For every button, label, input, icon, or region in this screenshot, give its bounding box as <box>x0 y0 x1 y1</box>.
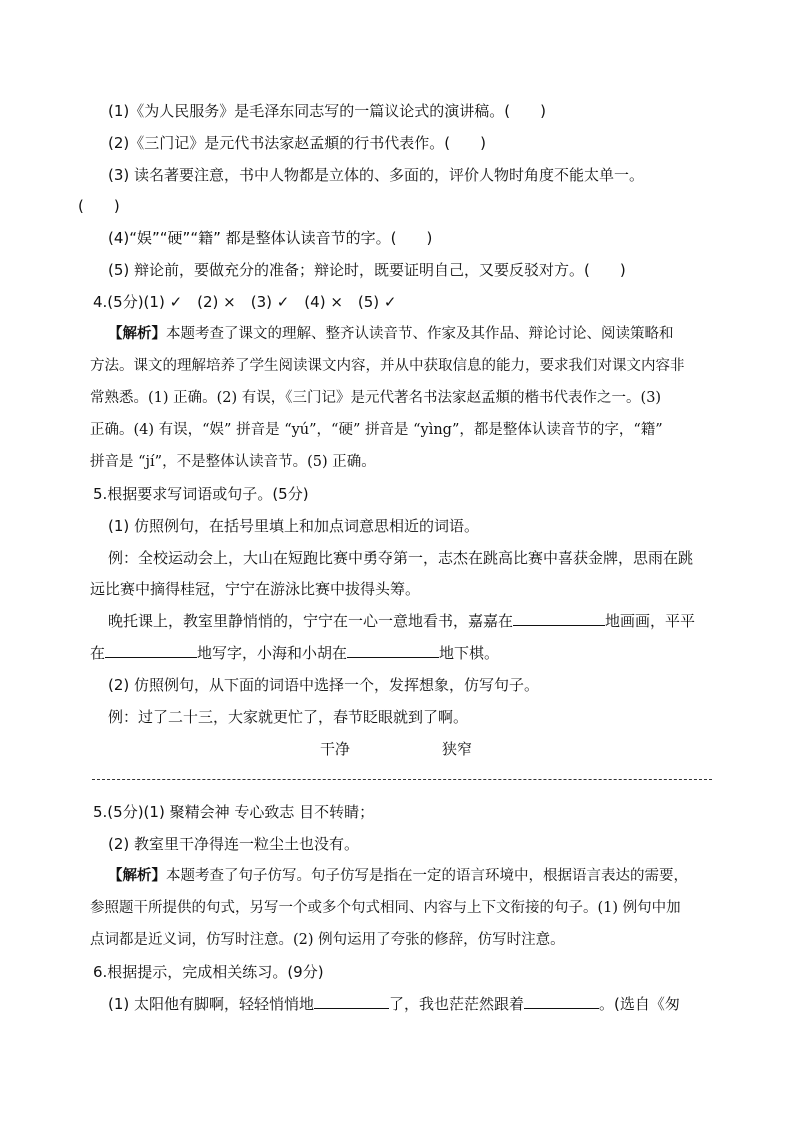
q4-analysis-text: 本题考查了课文的理解、整齐认读音节、作家及其作品、辩论讨论、阅读策略和 <box>166 326 674 342</box>
q5-sentence-1 <box>108 610 738 632</box>
word-option-2: 狭窄 <box>442 740 473 758</box>
q5-analysis-line-1 <box>108 865 738 887</box>
q4-analysis-line-5: 拼音是 “jí”，不是整体认读音节。(5) 正确。 <box>90 454 376 470</box>
analysis-tag: 【解析】 <box>108 867 166 884</box>
q5-sentence-1-tail: 地画画，平平 <box>605 612 696 630</box>
q5-part-2: (2) 仿照例句，从下面的词语中选择一个，发挥想象，仿写句子。 <box>108 676 540 694</box>
q5-answer: 5.(5分)(1) 聚精会神 专心致志 目不转睛； <box>93 803 375 821</box>
q3-item-1: (1)《为人民服务》是毛泽东同志写的一篇议论式的演讲稿。( ) <box>108 102 546 120</box>
q5-sentence-2 <box>90 642 720 664</box>
q5-analysis-line-3: 点词都是近义词，仿写时注意。(2) 例句运用了夸张的修辞，仿写时注意。 <box>90 932 565 948</box>
q4-analysis-line-1 <box>108 323 738 345</box>
q4-answer: 4.(5分)(1) ✓ (2) × (3) ✓ (4) × (5) ✓ <box>93 293 397 311</box>
q3-item-3: (3) 读名著要注意，书中人物都是立体的、多面的，评价人物时角度不能太单一。 <box>108 166 645 184</box>
q5-example-1b: 远比赛中摘得桂冠，宁宁在游泳比赛中拔得头筹。 <box>90 580 421 598</box>
q3-item-3-bracket: ( ) <box>78 197 120 215</box>
q5-sentence-2-end: 地下棋。 <box>439 644 500 662</box>
q5-sentence-1-text: 晚托课上，教室里静悄悄的，宁宁在一心一意地看书，嘉嘉在 <box>108 612 514 630</box>
q5-example-1a: 例：全校运动会上，大山在短跑比赛中勇夺第一，志杰在跳高比赛中喜获金牌，思雨在跳 <box>108 549 694 567</box>
q3-item-5: (5) 辩论前，要做充分的准备；辩论时，既要证明自己，又要反驳对方。( ) <box>108 261 626 279</box>
fill-blank-2[interactable] <box>105 643 197 658</box>
q4-analysis-line-3: 常熟悉。(1) 正确。(2) 有误，《三门记》是元代著名书法家赵孟頫的楷书代表作之一。(3) <box>90 390 662 406</box>
q5-part-1: (1) 仿照例句，在括号里填上和加点词意思相近的词语。 <box>108 517 480 535</box>
q5-sentence-2-mid: 地写字，小海和小胡在 <box>197 644 348 662</box>
word-option-1: 干净 <box>320 740 351 758</box>
fill-blank-3[interactable] <box>347 643 439 658</box>
fill-blank-1[interactable] <box>513 611 605 626</box>
fill-blank-4[interactable] <box>314 994 389 1009</box>
q5-sentence-2-start: 在 <box>90 644 106 662</box>
q5-analysis-line-2: 参照题干所提供的句式，另写一个或多个句式相同、内容与上下文衔接的句子。(1) 例句中加 <box>90 900 681 916</box>
q3-item-2: (2)《三门记》是元代书法家赵孟頫的行书代表作。( ) <box>108 134 486 152</box>
q5-title: 5.根据要求写词语或句子。(5分) <box>93 485 309 503</box>
q4-analysis-line-4: 正确。(4) 有误，“娱” 拼音是 “yú”，“硬” 拼音是 “yìng”，都是整体认读音节的字，“籍” <box>90 422 663 438</box>
q5-answer-2: (2) 教室里干净得连一粒尘土也没有。 <box>108 835 360 853</box>
q6-title: 6.根据提示，完成相关练习。(9分) <box>93 963 324 981</box>
analysis-tag: 【解析】 <box>108 325 166 342</box>
fill-blank-5[interactable] <box>524 994 599 1009</box>
q3-item-4: (4)“娱”“硬”“籍” 都是整体认读音节的字。( ) <box>108 229 433 247</box>
q5-analysis-text: 本题考查了句子仿写。句子仿写是指在一定的语言环境中，根据语言表达的需要， <box>166 868 688 884</box>
q6-line-1-text: (1) 太阳他有脚啊，轻轻悄悄地 <box>108 995 315 1013</box>
answer-line[interactable] <box>92 779 712 780</box>
q6-line-1-mid: 了，我也茫茫然跟着 <box>389 995 525 1013</box>
q5-example-2: 例：过了二十三，大家就更忙了，春节眨眼就到了啊。 <box>108 708 469 726</box>
q4-analysis-line-2: 方法。课文的理解培养了学生阅读课文内容，并从中获取信息的能力，要求我们对课文内容非 <box>90 358 685 374</box>
q6-line-1 <box>108 993 738 1015</box>
q6-line-1-end: 。(选自《匆 <box>599 995 680 1013</box>
